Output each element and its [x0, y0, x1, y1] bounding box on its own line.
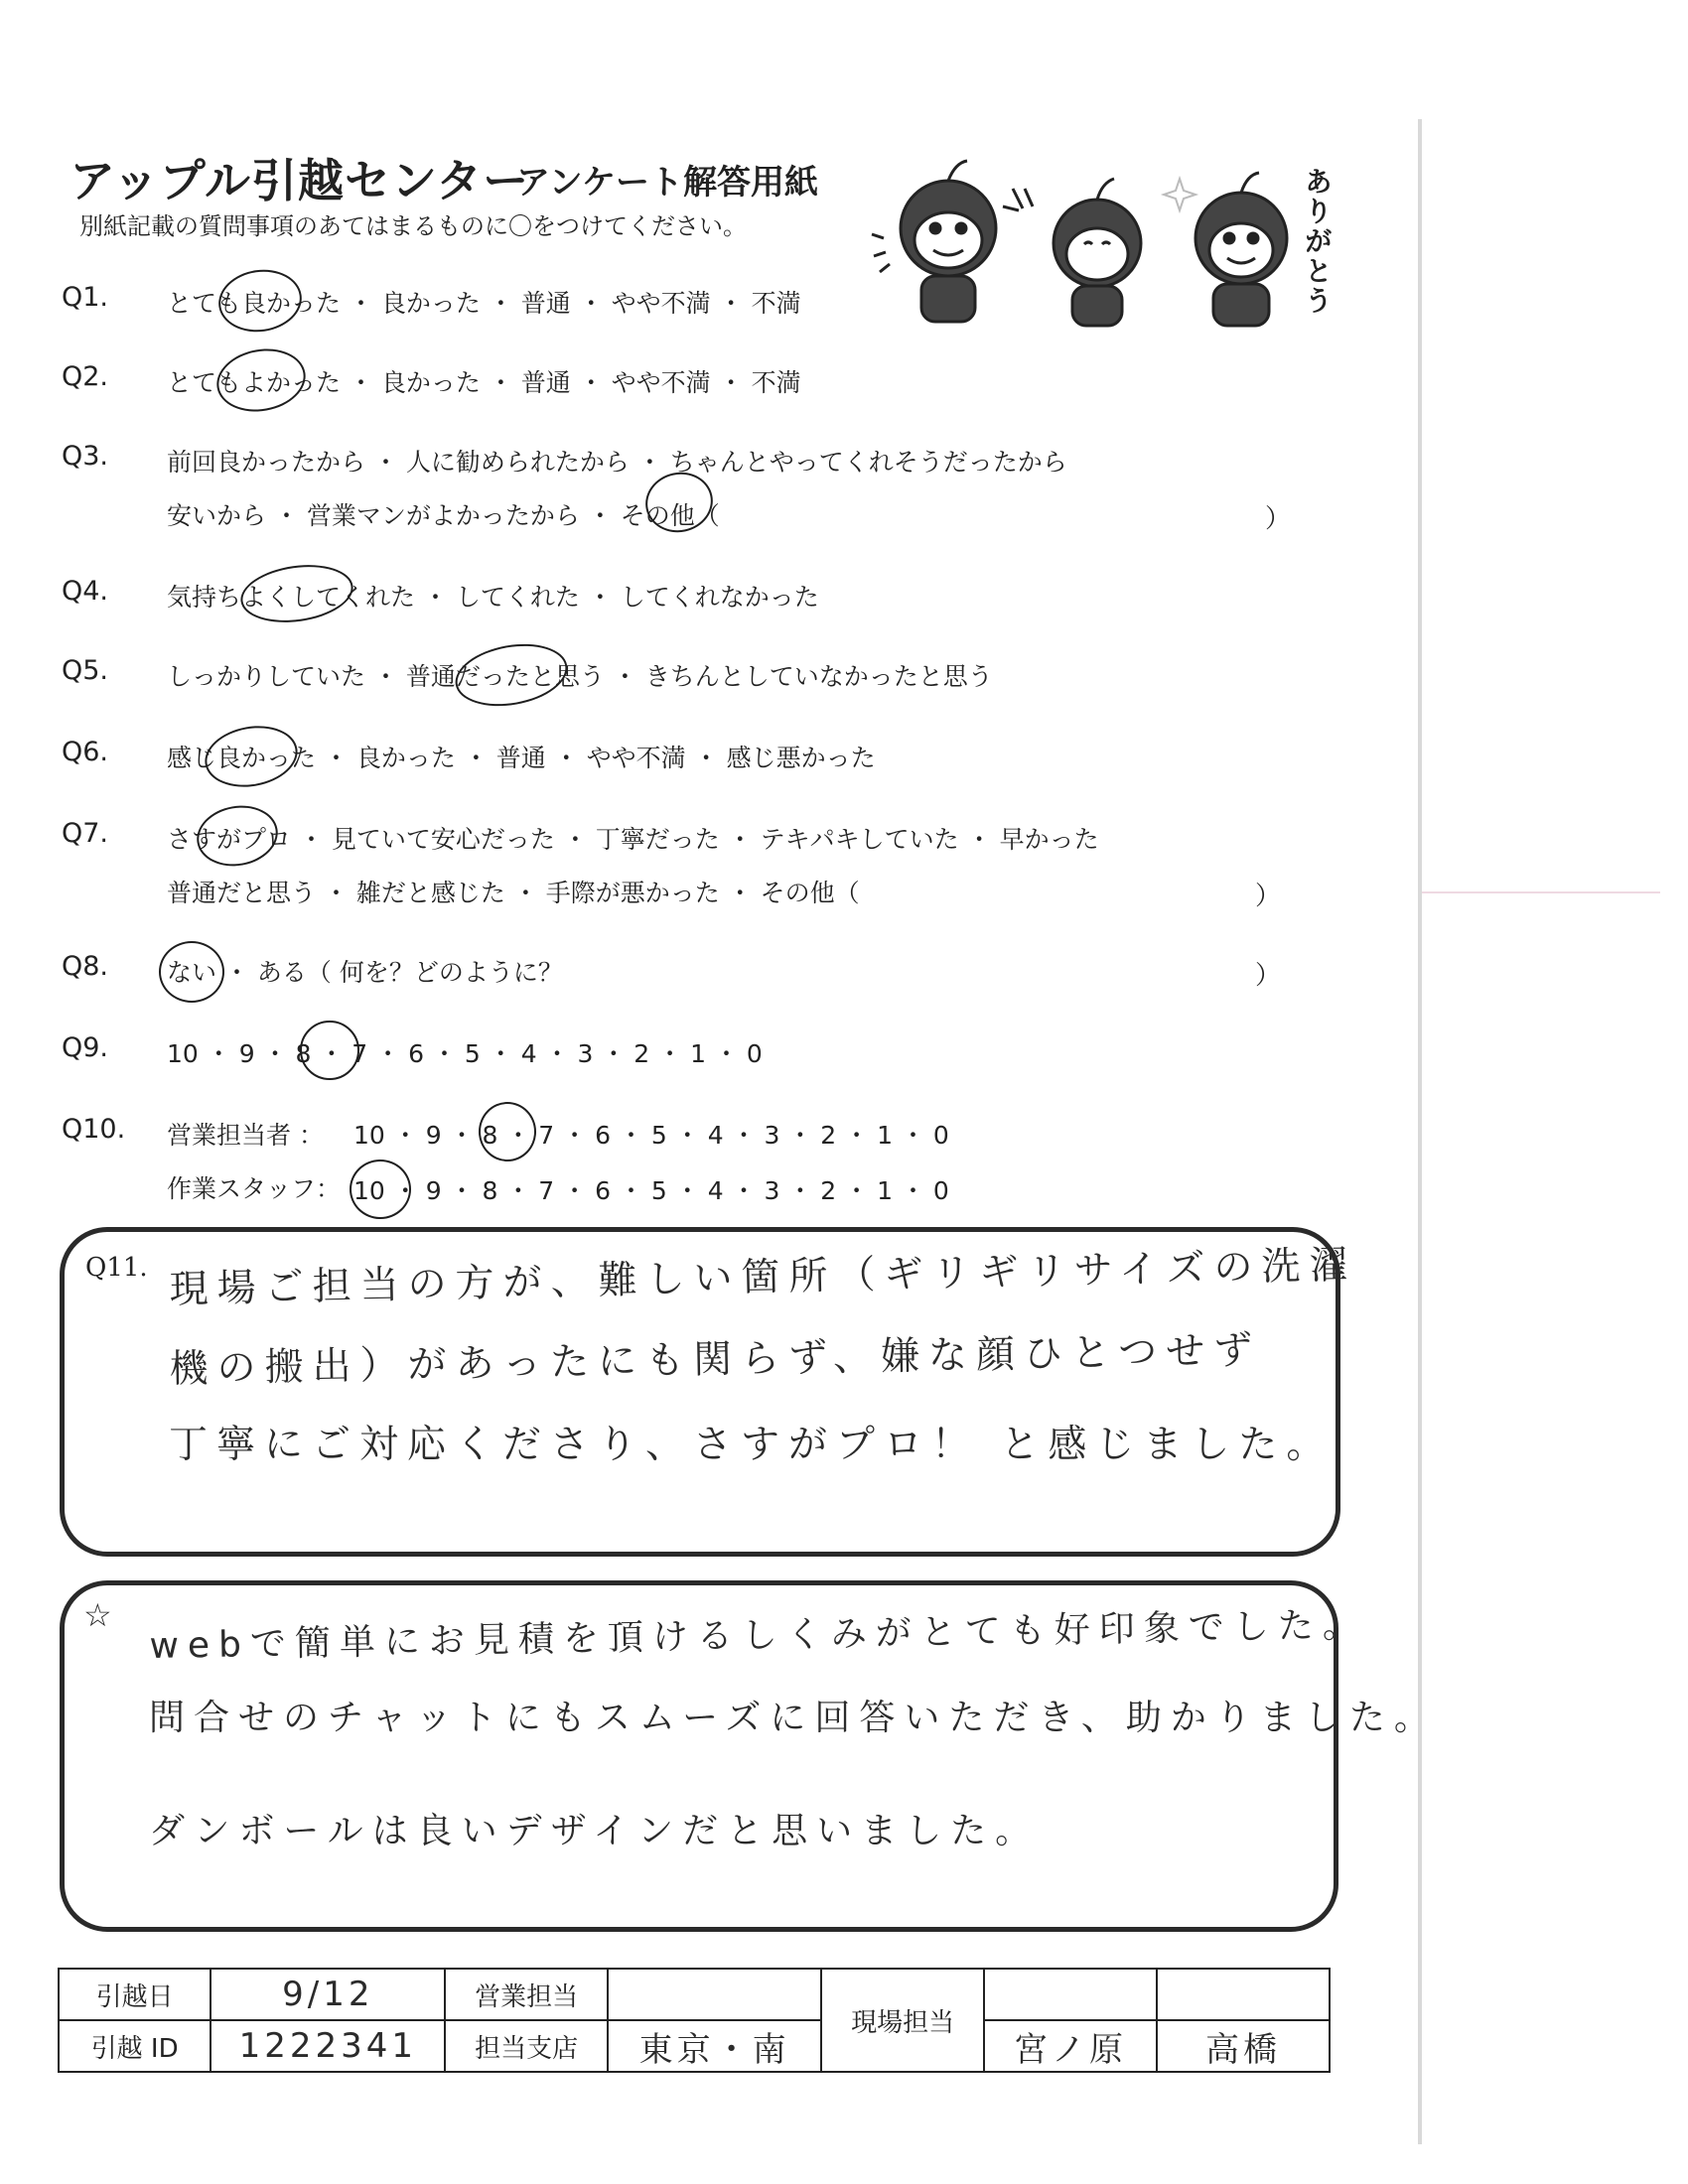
selection-circle-q1 [214, 264, 306, 337]
q11-comment-line-1: 現場ご担当の方が、難しい箇所（ギリギリサイズの洗濯 [169, 1242, 1357, 1312]
paren-close: ） [1255, 961, 1282, 991]
question-number: Q1. [62, 282, 109, 313]
question-10 [0, 1114, 1390, 1213]
sales-rep-value [608, 1969, 821, 2020]
question-number: Q2. [62, 361, 109, 392]
question-options: 感じ良かった ・ 良かった ・ 普通 ・ やや不満 ・ 感じ悪かった [167, 744, 876, 772]
question-number: Q9. [62, 1032, 109, 1063]
question-options: しっかりしていた ・ 普通だったと思う ・ きちんとしていなかったと思う [167, 662, 993, 691]
instruction-text: 別紙記載の質問事項のあてはまるものに〇をつけてください。 [79, 212, 747, 240]
staff-score-scale: 10 ・ 9 ・ 8 ・ 7 ・ 6 ・ 5 ・ 4 ・ 3 ・ 2 ・ 1 ・ 0 [353, 1176, 949, 1205]
sales-rep-label: 営業担当 [445, 1969, 608, 2020]
site-rep-top-cell-2 [1157, 1969, 1330, 2020]
site-rep-label: 現場担当 [821, 1969, 984, 2072]
question-9 [0, 1032, 1390, 1072]
q11-comment-line-2: 機の搬出）があったにも関らず、嫌な顔ひとつせず [169, 1327, 1262, 1392]
selection-circle-q9 [300, 1021, 359, 1080]
selection-circle-q8 [159, 941, 224, 1003]
question-number: Q5. [62, 655, 109, 686]
sales-rep-score-scale: 10 ・ 9 ・ 8 ・ 7 ・ 6 ・ 5 ・ 4 ・ 3 ・ 2 ・ 1 ・ 0 [353, 1121, 949, 1150]
extra-comment-line-2: 問合せのチャットにもスムーズに回答いただき、助かりました。 [149, 1698, 1439, 1738]
question-options-line2: 普通だと思う ・ 雑だと感じた ・ 手際が悪かった ・ その他（ [167, 879, 860, 907]
question-options: さすがプロ ・ 見ていて安心だった ・ 丁寧だった ・ テキパキしていた ・ 早かった [167, 825, 1099, 854]
staff-label: 作業スタッフ： [167, 1174, 342, 1203]
branch-label: 担当支店 [445, 2020, 608, 2072]
branch-value: 東京・南 [608, 2020, 821, 2072]
score-scale: 10 ・ 9 ・ 8 ・ 7 ・ 6 ・ 5 ・ 4 ・ 3 ・ 2 ・ 1 ・ 0 [167, 1039, 763, 1068]
question-options: 気持ちよくしてくれた ・ してくれた ・ してくれなかった [167, 583, 819, 612]
question-4 [0, 576, 1390, 615]
site-rep-1-value: 宮ノ原 [984, 2020, 1157, 2072]
q11-comment-line-3: 丁寧にご対応くださり、さすがプロ！ と感じました。 [169, 1423, 1335, 1467]
paren-close: ） [1255, 882, 1282, 911]
thanks-text: ありがとう [1301, 167, 1334, 316]
selection-circle-q5 [451, 636, 573, 715]
question-options: とてもよかった ・ 良かった ・ 普通 ・ やや不満 ・ 不満 [167, 368, 801, 397]
question-5 [0, 655, 1390, 695]
move-date-label: 引越日 [59, 1969, 211, 2020]
form-subtitle: アンケート解答用紙 [516, 163, 818, 203]
scan-edge [1418, 119, 1422, 2144]
extra-comment-line-1: webで簡単にお見積を頂けるしくみがとても好印象でした。 [149, 1604, 1368, 1667]
move-id-label: 引越 ID [59, 2020, 211, 2072]
star-icon: ☆ [83, 1596, 112, 1634]
question-number: Q7. [62, 818, 109, 849]
move-date-value: 9/12 [211, 1969, 445, 2020]
question-number: Q10. [62, 1114, 126, 1145]
q11-label: Q11. [85, 1253, 148, 1283]
site-rep-top-cell [984, 1969, 1157, 2020]
brand-title: アップル引越センター [70, 154, 530, 207]
extra-comment-line-3: ダンボールは良いデザインだと思いました。 [149, 1811, 1041, 1851]
question-options: ない ・ ある（ 何を？どのように？ [167, 958, 563, 987]
question-number: Q6. [62, 737, 109, 767]
staff-info-table [58, 1968, 1331, 2073]
scan-mark [1422, 891, 1660, 893]
sales-rep-label: 営業担当者 ： [167, 1121, 324, 1150]
selection-circle-q4 [237, 558, 357, 628]
selection-circle-q6 [201, 719, 303, 793]
question-number: Q4. [62, 576, 109, 607]
paren-close: ） [1265, 504, 1292, 534]
selection-circle-q10-staff [350, 1160, 411, 1219]
question-number: Q8. [62, 951, 109, 982]
selection-circle-q10-sales [479, 1102, 536, 1161]
selection-circle-q2 [211, 342, 310, 419]
question-options-line2: 安いから ・ 営業マンがよかったから ・ その他（ [167, 501, 720, 530]
question-1 [0, 282, 1390, 322]
question-options: 前回良かったから ・ 人に勧められたから ・ ちゃんとやってくれそうだったから [167, 448, 1067, 477]
question-number: Q3. [62, 441, 109, 472]
site-rep-2-value: 高橋 [1157, 2020, 1330, 2072]
question-2 [0, 361, 1390, 401]
move-id-value: 1222341 [211, 2020, 445, 2072]
question-options: とても良かった ・ 良かった ・ 普通 ・ やや不満 ・ 不満 [167, 289, 801, 318]
